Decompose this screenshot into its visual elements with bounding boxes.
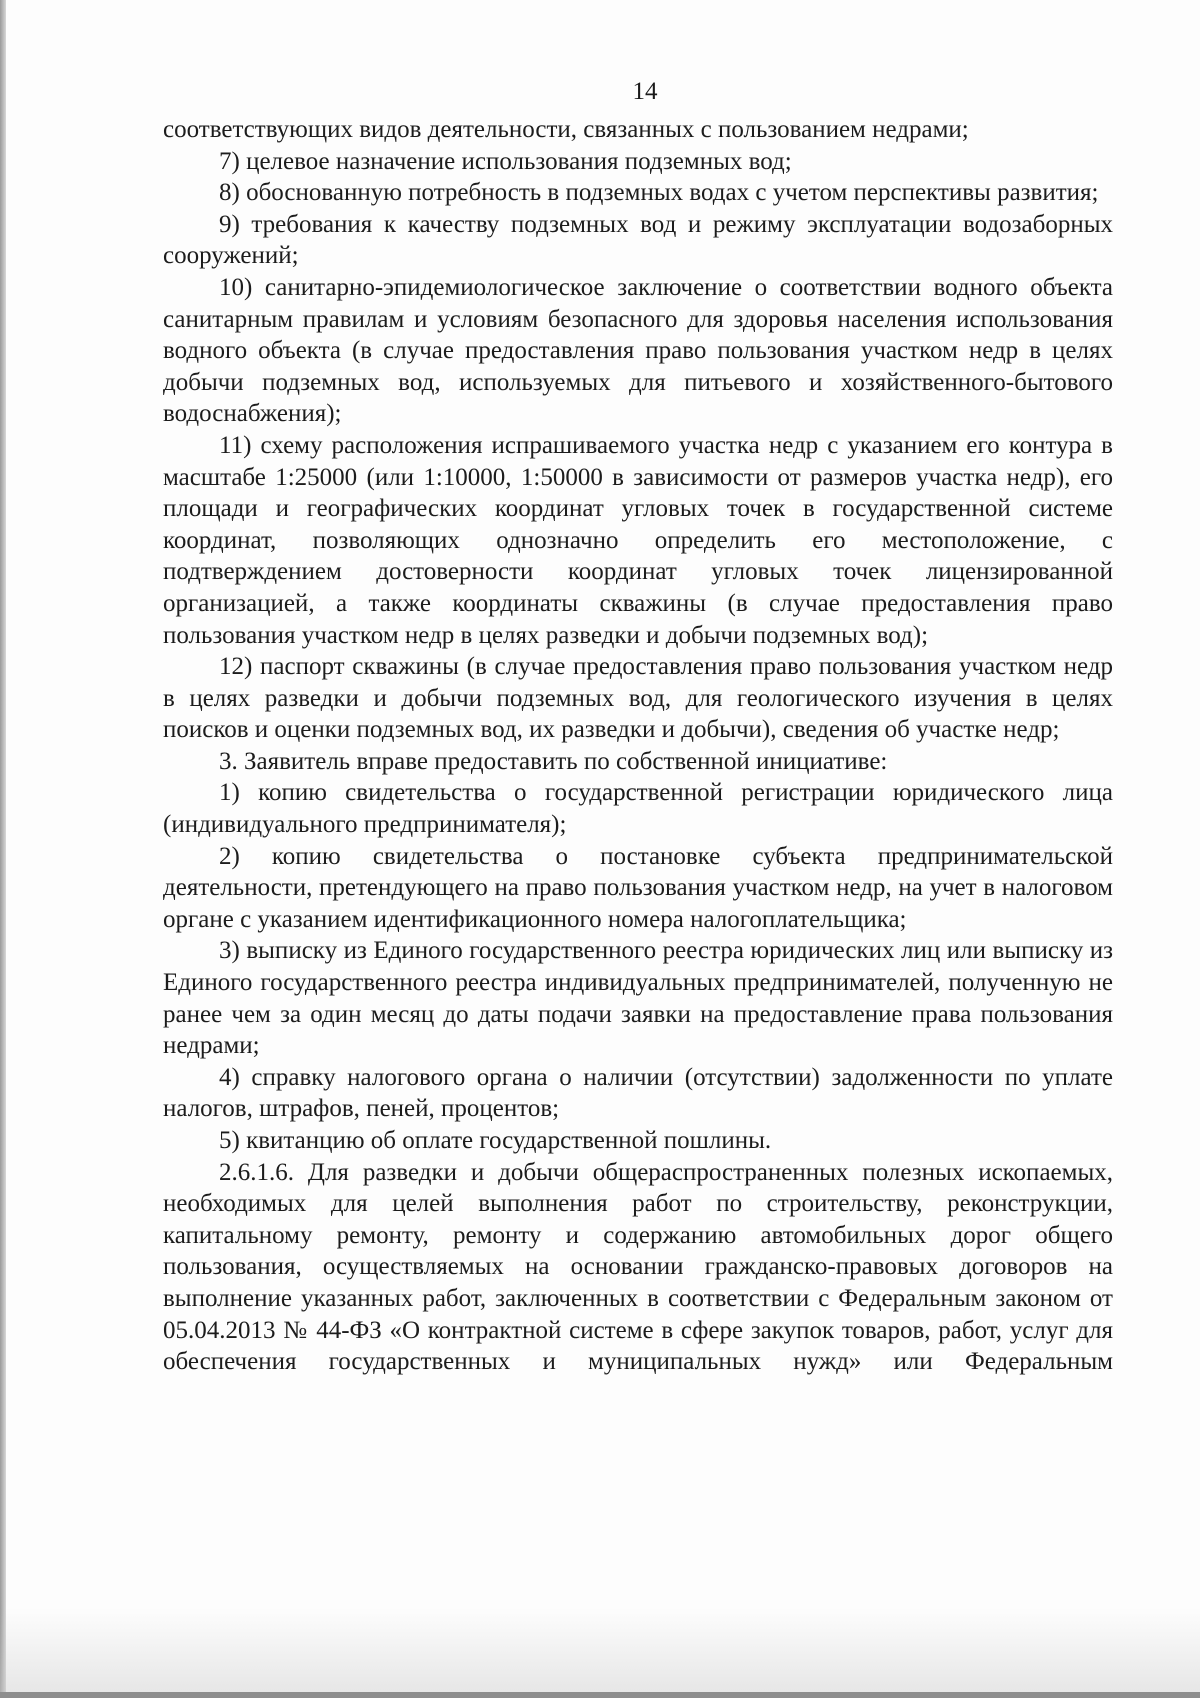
paragraph-optional-item-3: 3) выписку из Единого государственного реестра юридических лиц или выписку из Единого государственного реестра индивидуальных предпринимателей, полученную не ранее чем за один месяц до даты подачи заявки на предоставление права пользования недрами;	[163, 937, 1113, 1060]
paragraph-item-8: 8) обоснованную потребность в подземных водах с учетом перспективы развития;	[219, 179, 1099, 207]
paragraph-item-7: 7) целевое назначение использования подземных вод;	[219, 147, 792, 175]
scan-bottom-shadow	[0, 1608, 1200, 1698]
paragraph-item-10: 10) санитарно-эпидемиологическое заключение о соответствии водного объекта санитарным правилам и условиям безопасного для здоровья населения использования водного объекта (в случае предоставления право пользования участком недр в целях добычи подземных вод, используемых для питьевого и хозяйственного-бытового водоснабжения);	[163, 273, 1113, 428]
document-body	[163, 114, 1113, 1378]
paragraph-item-11: 11) схему расположения испрашиваемого участка недр с указанием его контура в масштабе 1:25000 (или 1:10000, 1:50000 в зависимости от размеров участка недр), его площади и географических координат угловых точек в государственной системе координат, позволяющих однозначно определить его местоположение, с подтверждением достоверности координат угловых точек лицензированной организацией, а также координаты скважины (в случае предоставления право пользования участком недр в целях разведки и добычи подземных вод);	[163, 431, 1113, 649]
scan-bottom-edge	[0, 1692, 1200, 1698]
paragraph-optional-item-1: 1) копию свидетельства о государственной регистрации юридического лица (индивидуального предпринимателя);	[163, 779, 1113, 839]
paragraph-item-12: 12) паспорт скважины (в случае предоставления право пользования участком недр в целях разведки и добычи подземных вод, для геологического изучения в целях поисков и оценки подземных вод, их разведки и добычи), сведения об участке недр;	[163, 653, 1113, 744]
paragraph-optional-item-4: 4) справку налогового органа о наличии (отсутствии) задолженности по уплате налогов, штрафов, пеней, процентов;	[163, 1063, 1113, 1123]
paragraph-item-9: 9) требования к качеству подземных вод и режиму эксплуатации водозаборных сооружений;	[163, 210, 1113, 270]
paragraph-optional-item-2: 2) копию свидетельства о постановке субъекта предпринимательской деятельности, претендующего на право пользования участком недр, на учет в налоговом органе с указанием идентификационного номера налогоплательщика;	[163, 842, 1113, 933]
paragraph-section-3: 3. Заявитель вправе предоставить по собственной инициативе:	[219, 747, 888, 775]
page-number: 14	[632, 78, 658, 105]
paragraph-optional-item-5: 5) квитанцию об оплате государственной пошлины.	[219, 1127, 772, 1154]
paragraph-continuation: соответствующих видов деятельности, связанных с пользованием недрами;	[163, 116, 969, 143]
paragraph-section-2-6-1-6: 2.6.1.6. Для разведки и добычи общераспространенных полезных ископаемых, необходимых для целей выполнения работ по строительству, реконструкции, капитальному ремонту, ремонту и содержанию автомобильных дорог общего пользования, осуществляемых на основании гражданско-правовых договоров на выполнение указанных работ, заключенных в соответствии с Федеральным законом от 05.04.2013 № 44-ФЗ «О контрактной системе в сфере закупок товаров, работ, услуг для обеспечения государственных и муниципальных нужд» или Федеральным	[163, 1158, 1113, 1376]
scan-left-edge	[0, 0, 6, 1698]
